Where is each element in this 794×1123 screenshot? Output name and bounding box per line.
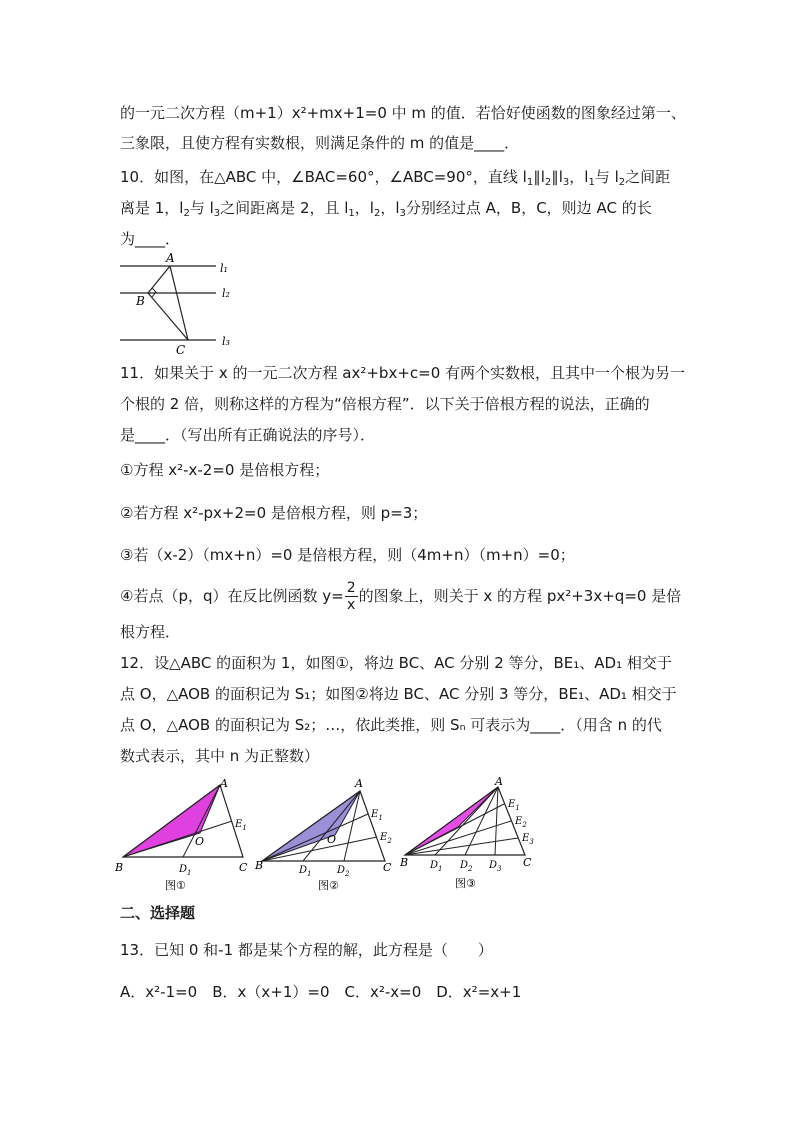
q11-line-3: 是____．（写出所有正确说法的序号）．	[120, 426, 376, 444]
figure-2	[254, 777, 392, 892]
svg-text:E2: $E_2$	[380, 832, 392, 845]
svg-text:E2: $E_2$	[515, 816, 527, 829]
svg-text:O: O	[327, 833, 337, 846]
svg-text:A: A	[355, 777, 363, 790]
svg-text:D1: $D_1$	[179, 864, 192, 877]
svg-text:B: B	[115, 861, 124, 874]
svg-text:E1: $E_1$	[235, 819, 247, 832]
svg-text:C: C	[239, 861, 248, 874]
q12-line-4: 数式表示，其中 n 为正整数）	[120, 747, 320, 765]
q11-option-3: ③若（x-2）（mx+n）=0 是倍根方程，则（4m+n）（m+n）=0；	[120, 546, 575, 564]
svg-text:C: C	[383, 861, 392, 874]
q11-line-1: 11．如果关于 x 的一元二次方程 ax²+bx+c=0 有两个实数根，且其中一个根为另一	[120, 364, 686, 382]
svg-text:O: O	[195, 835, 205, 848]
q10-line-3: 为____．	[120, 230, 181, 248]
svg-text:A: A	[220, 777, 228, 790]
svg-text:D2: $D_2$	[337, 865, 350, 878]
q9-line-2: 三象限，且使方程有实数根，则满足条件的 m 的值是____．	[120, 134, 520, 152]
figure-3	[399, 775, 534, 890]
q12-line-3: 点 O，△AOB 的面积记为 S₂；…，依此类推，则 Sₙ 可表示为____．（用含 n 的代	[120, 716, 662, 734]
q10-figure	[118, 250, 248, 360]
q11-option-2: ②若方程 x²-px+2=0 是倍根方程，则 p=3；	[120, 504, 428, 522]
svg-text:E1: $E_1$	[508, 799, 520, 812]
q12-line-1: 12．设△ABC 的面积为 1，如图①，将边 BC、AC 分别 2 等分，BE₁、AD₁ 相交于	[120, 654, 672, 672]
q9-line-1: 的一元二次方程（m+1）x²+mx+1=0 中 m 的值．若恰好使函数的图象经过第一、	[120, 104, 686, 122]
svg-text:B: B	[400, 856, 409, 869]
caption-fig3: 图③	[455, 877, 476, 890]
svg-text:D3: $D_3$	[489, 860, 502, 873]
label-a: A	[166, 251, 175, 265]
q10-line-1: 10．如图，在△ABC 中，∠BAC=60°，∠ABC=90°，直线 $l_1\parallel l_2\parallel l_3$，$l_1$与 $l_2$之间距	[120, 168, 671, 188]
figure-1	[115, 777, 248, 892]
label-l2: l₂	[222, 287, 230, 300]
q12-line-2: 点 O，△AOB 的面积记为 S₁；如图②将边 BC、AC 分别 3 等分，BE₁、AD₁ 相交于	[120, 685, 677, 703]
q11-option-1: ①方程 x²-x-2=0 是倍根方程；	[120, 461, 330, 479]
label-l1: l₁	[220, 262, 228, 275]
svg-text:E1: $E_1$	[371, 809, 383, 822]
svg-text:A: A	[495, 775, 503, 788]
svg-text:D2: $D_2$	[460, 860, 473, 873]
q13-stem: 13．已知 0 和-1 都是某个方程的解，此方程是（ ）	[120, 941, 493, 959]
section-title: 二、选择题	[120, 904, 196, 922]
q10-line-2: 离是 1，$l_2$与 $l_3$之间距离是 2，且 $l_1$，$l_2$，$l_3$分别经过点 A，B，C，则边 AC 的长	[120, 199, 652, 219]
svg-text:D1: $D_1$	[299, 865, 312, 878]
caption-fig1: 图①	[165, 879, 186, 892]
svg-text:E3: $E_3$	[522, 833, 534, 846]
caption-fig2: 图②	[318, 879, 339, 892]
svg-text:D1: $D_1$	[430, 860, 443, 873]
q12-figures	[115, 775, 540, 897]
q11-line-2: 个根的 2 倍，则称这样的方程为“倍根方程”．以下关于倍根方程的说法，正确的	[120, 395, 650, 413]
svg-text:C: C	[523, 856, 532, 869]
side-ab	[148, 266, 170, 293]
q11-option-4: ④若点（p，q）在反比例函数 y= $\frac{2}{x}$ 的图象上，则关于 x 的方程 px²+3x+q=0 是倍	[120, 580, 682, 613]
q11-option-4-line-2: 根方程．	[120, 623, 181, 641]
label-c: C	[176, 343, 186, 357]
svg-text:B: B	[255, 859, 264, 872]
q13-options: A．x²-1=0 B．x（x+1）=0 C．x²-x=0 D．x²=x+1	[120, 983, 522, 1001]
label-l3: l₃	[222, 335, 230, 348]
fraction-2-over-x: $\frac{2}{x}$	[346, 580, 356, 613]
label-b: B	[136, 294, 145, 308]
